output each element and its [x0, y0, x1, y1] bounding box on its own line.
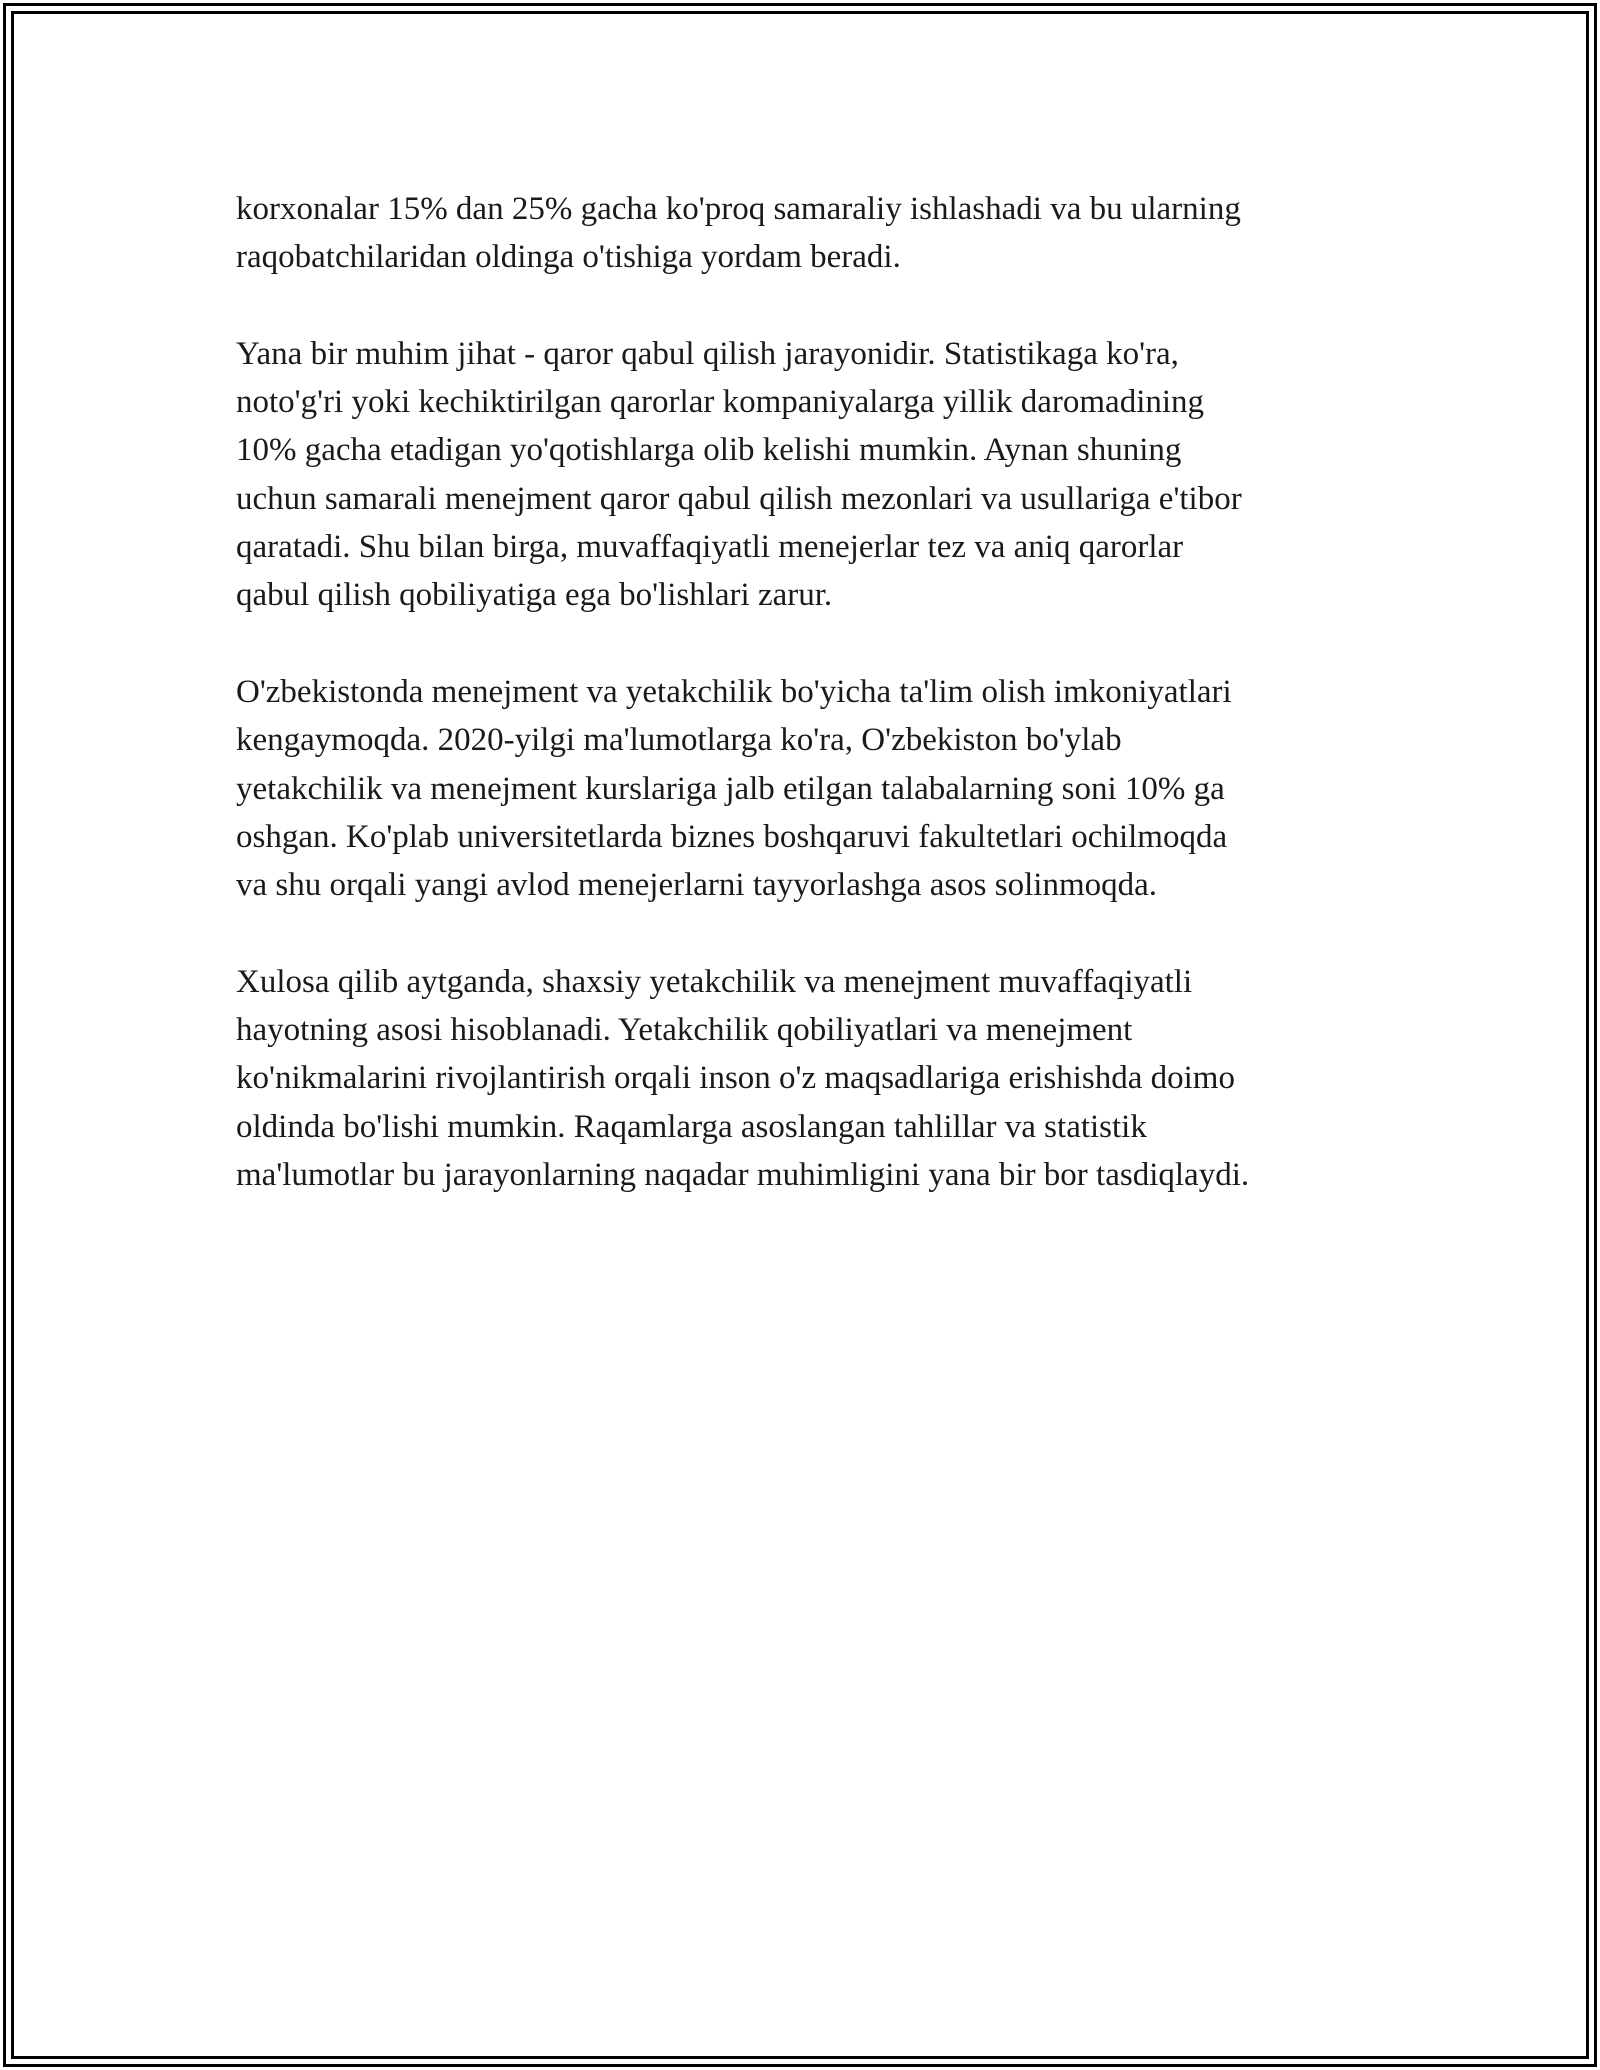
text-line: oldinda bo'lishi mumkin. Raqamlarga asoslangan tahlillar va statistik — [236, 1108, 1147, 1145]
paragraph-1 — [236, 185, 1376, 282]
document-body — [236, 185, 1376, 1199]
text-line: Xulosa qilib aytganda, shaxsiy yetakchilik va menejment muvaffaqiyatli — [236, 963, 1193, 1000]
text-line: kengaymoqda. 2020-yilgi ma'lumotlarga ko'ra, O'zbekiston bo'ylab — [236, 722, 1122, 759]
paragraph-3 — [236, 668, 1376, 909]
text-line: oshgan. Ko'plab universitetlarda biznes boshqaruvi fakultetlari ochilmoqda — [236, 818, 1228, 855]
text-line: uchun samarali menejment qaror qabul qilish mezonlari va usullariga e'tibor — [236, 480, 1242, 517]
text-line: qaratadi. Shu bilan birga, muvaffaqiyatli menejerlar tez va aniq qarorlar — [236, 529, 1184, 566]
text-line: 10% gacha etadigan yo'qotishlarga olib kelishi mumkin. Aynan shuning — [236, 432, 1182, 469]
text-line: va shu orqali yangi avlod menejerlarni tayyorlashga asos solinmoqda. — [236, 867, 1158, 904]
text-line: noto'g'ri yoki kechiktirilgan qarorlar kompaniyalarga yillik daromadining — [236, 384, 1205, 421]
text-line: raqobatchilaridan oldinga o'tishiga yordam beradi. — [236, 239, 901, 276]
paragraph-2 — [236, 330, 1376, 620]
text-line: ma'lumotlar bu jarayonlarning naqadar muhimligini yana bir bor tasdiqlaydi. — [236, 1156, 1250, 1193]
text-line: ko'nikmalarini rivojlantirish orqali inson o'z maqsadlariga erishishda doimo — [236, 1060, 1235, 1097]
text-line: hayotning asosi hisoblanadi. Yetakchilik qobiliyatlari va menejment — [236, 1012, 1133, 1049]
text-line: yetakchilik va menejment kurslariga jalb etilgan talabalarning soni 10% ga — [236, 770, 1225, 807]
text-line: qabul qilish qobiliyatiga ega bo'lishlari zarur. — [236, 577, 833, 614]
text-line: Yana bir muhim jihat - qaror qabul qilish jarayonidir. Statistikaga ko'ra, — [236, 335, 1179, 372]
paragraph-4 — [236, 958, 1376, 1199]
text-line: korxonalar 15% dan 25% gacha ko'proq samaraliy ishlashadi va bu ularning — [236, 191, 1241, 227]
text-line: O'zbekistonda menejment va yetakchilik bo'yicha ta'lim olish imkoniyatlari — [236, 673, 1232, 710]
